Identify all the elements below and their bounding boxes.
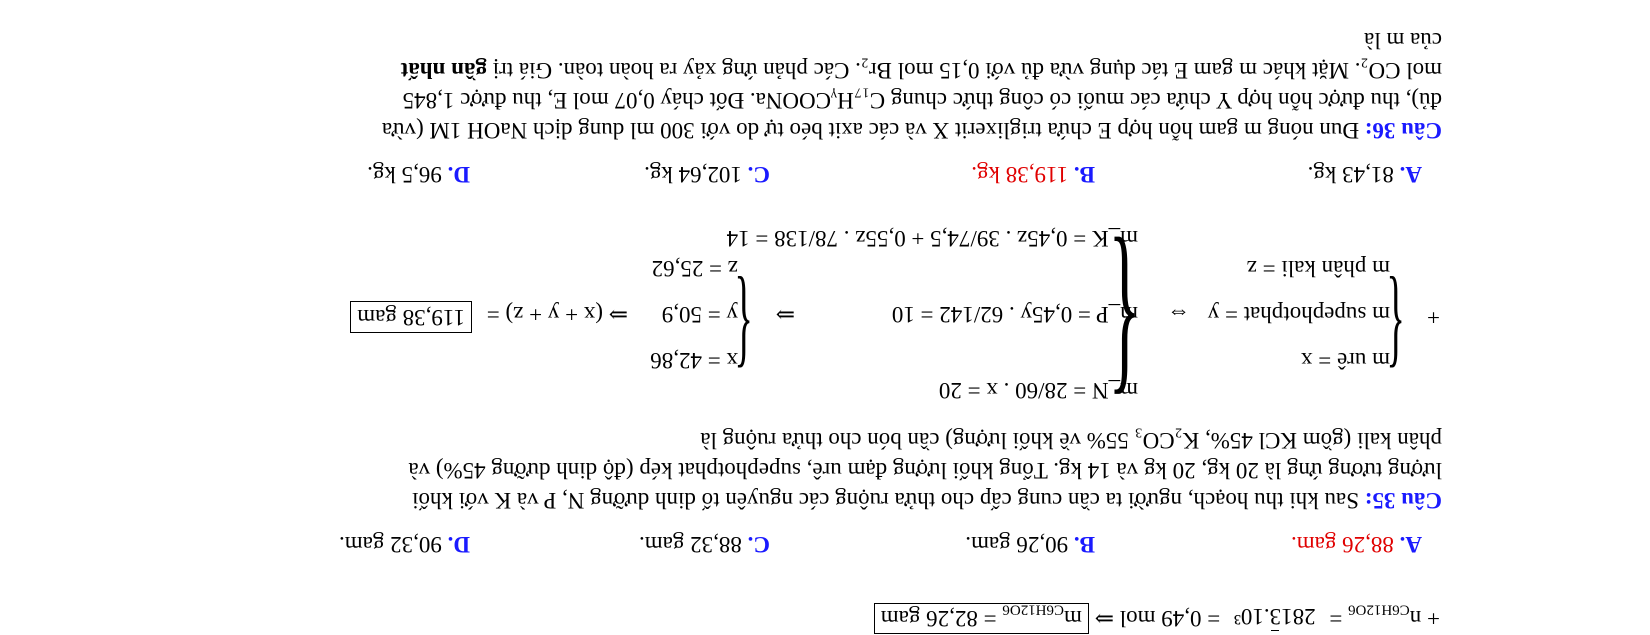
option-label: A.: [1399, 532, 1422, 557]
q36-text-3b: gần nhất: [400, 58, 487, 83]
q35-label: Câu 35:: [1364, 488, 1442, 513]
left-brace: {: [1386, 267, 1405, 389]
top-boxed-m: m: [1064, 606, 1082, 631]
option-text: 90,26 gam.: [965, 532, 1069, 557]
q36-text-1: Đun nóng m gam hỗn hợp E chứa triglixerit X và các axit béo tự do với 300 ml dung dịch NaOH 1M (vừa: [381, 118, 1359, 143]
top-frac-num: [1271, 630, 1279, 631]
q36-text-4: của m là: [1364, 28, 1442, 53]
q35-option-c: [644, 161, 770, 187]
q36-line-4: [1364, 27, 1442, 53]
q35-option-b: [971, 161, 1095, 187]
q36-line-2: [403, 87, 1442, 113]
mid-row-1: m_N = 28/60 . x = 20: [938, 378, 1138, 403]
top-lead-sub: C6H12O6: [1348, 601, 1410, 618]
q35-option-a: [1308, 161, 1422, 187]
mid-row-3: m_K = 0,45z . 39/74,5 + 0,55z . 78/138 = 14: [726, 226, 1138, 251]
option-text: 81,43 kg.: [1307, 162, 1394, 187]
mid-row-2: m_P = 0,45y . 62/142 = 10: [891, 302, 1138, 327]
q35-text-1: Sau khi thu hoạch, người ta cần cung cấp cho thửa ruộng các nguyên tố dinh dưỡng N, P và K với khối: [412, 488, 1359, 513]
solution-arrow-3: ⇒ (x + y + z) =: [486, 302, 628, 327]
option-text: 102,64 kg.: [644, 162, 742, 187]
solution-arrow-1: ⇔: [1167, 302, 1190, 327]
option-text: 96,5 kg.: [367, 162, 442, 187]
option-label: C.: [747, 162, 770, 187]
option-label: B.: [1073, 162, 1095, 187]
mid-brace: {: [1108, 220, 1141, 430]
q34-option-a: [1291, 531, 1422, 557]
option-label: B.: [1073, 532, 1095, 557]
option-label: D.: [447, 532, 470, 557]
option-label: D.: [447, 162, 470, 187]
option-label: A.: [1399, 162, 1422, 187]
option-text: 119,38 kg.: [971, 162, 1069, 187]
top-boxed-result: [874, 603, 1089, 634]
top-boxed-sub: C6H12O6: [1002, 601, 1065, 618]
q34-option-b: [965, 531, 1095, 557]
q35-line-3: [700, 427, 1442, 453]
top-boxed-tail: = 82,26 gam: [880, 606, 997, 631]
right-row-1: x = 42,86: [650, 348, 738, 373]
right-row-3: z = 25,62: [651, 256, 738, 281]
top-solution-line: [874, 600, 1440, 631]
q34-option-c: [639, 531, 770, 557]
q36-label: Câu 36:: [1364, 118, 1442, 143]
q36-text-3a: mol CO₂. Mặt khác m gam E tác dụng vừa đủ với 0,15 mol Br₂. Các phản ứng xảy ra hoàn toàn. Giá trị: [486, 58, 1442, 83]
q36-text-2: đủ), thu được hỗn hợp Y chứa các muối có công thức chung C₁₇HᵧCOONa. Đốt cháy 0,07 mol E, thu được 1,845: [402, 88, 1442, 113]
top-frac-den: 2813.10³: [1233, 603, 1316, 629]
left-row-2: m supephotphat = y: [1207, 302, 1390, 327]
left-row-1: m urê = x: [1301, 348, 1390, 373]
option-text: 88,26 gam.: [1291, 532, 1394, 557]
q36-line-3: [401, 57, 1442, 83]
top-lead: + n: [1409, 606, 1440, 631]
top-after: = 0,49 mol ⇒: [1094, 606, 1221, 631]
option-label: C.: [747, 532, 770, 557]
q35-option-d: [367, 161, 470, 187]
right-row-2: y = 50,9: [661, 302, 738, 327]
q35-text-2: lượng tương ứng là 20 kg, 20 kg và 14 kg. Tổng khối lượng đạm urê, supephotphat kép (độ dinh dưỡng 45%) và: [408, 458, 1442, 483]
option-text: 88,32 gam.: [639, 532, 742, 557]
left-row-3: m phân kali = z: [1246, 256, 1390, 281]
q35-text-3: phân kali (gồm KCl 45%, K₂CO₃ 55% về khối lượng) cần bón cho thửa ruộng là: [700, 428, 1442, 453]
right-brace: {: [734, 267, 753, 389]
top-fraction: [1230, 602, 1320, 631]
q35-line-2: [408, 457, 1442, 483]
top-eq: =: [1329, 606, 1343, 631]
option-text: 90,32 gam.: [339, 532, 442, 557]
solution-answer-box: 119,38 gam: [350, 301, 472, 333]
solution-plus: +: [1427, 305, 1440, 330]
q35-line-1: [412, 487, 1442, 513]
q36-line-1: [382, 117, 1442, 143]
solution-arrow-2: ⇒: [775, 302, 795, 327]
q34-option-d: [339, 531, 470, 557]
